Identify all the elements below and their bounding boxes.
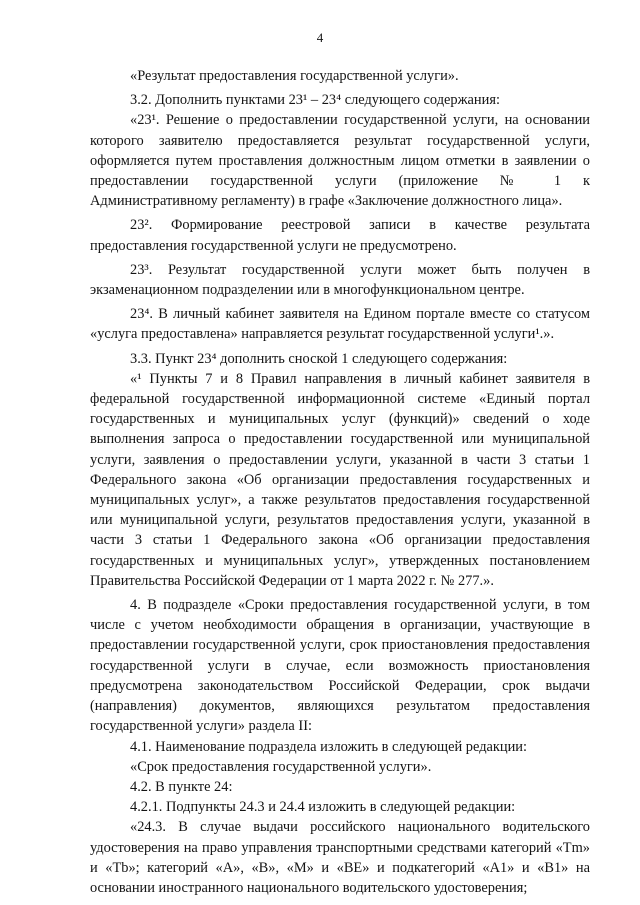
paragraph-3-2: 3.2. Дополнить пунктами 23¹ – 23⁴ следующего содержания:	[130, 92, 500, 109]
document-body	[90, 66, 590, 898]
paragraph-23-2: 23². Формирование реестровой записи в качестве результата предоставления государственной услуги не предусмотрено.	[90, 217, 590, 254]
paragraph-subsection-title: «Срок предоставления государственной услуги».	[130, 758, 432, 775]
paragraph-3-3: 3.3. Пункт 23⁴ дополнить сноской 1 следующего содержания:	[130, 350, 508, 367]
page-number: 4	[316, 30, 324, 45]
paragraph-result-heading: «Результат предоставления государственной услуги».	[130, 68, 459, 84]
paragraph-4-2: 4.2. В пункте 24:	[130, 778, 233, 795]
paragraph-23-1: «23¹. Решение о предоставлении государственной услуги, на основании которого заявителю предоставляется результат государственной услуги, оформляется путем проставления должностным лицом отметки в заявлении о предоставлении государственной услуги (приложение № 1 к Административному регламенту) в графе «Заключение должностного лица».	[90, 112, 590, 210]
paragraph-4: 4. В подразделе «Сроки предоставления государственной услуги, в том числе с учетом необходимости обращения в организации, участвующие в предоставлении государственной услуги, срок приостановления предоставления государственной услуги в случае, если возможность приостановления предусмотрена законодательством Российской Федерации, срок выдачи (направления) документов, являющихся результатом предоставления государственной услуги» раздела II:	[90, 597, 590, 735]
paragraph-4-2-1: 4.2.1. Подпункты 24.3 и 24.4 изложить в следующей редакции:	[130, 799, 516, 816]
paragraph-24-3: «24.3. В случае выдачи российского национального водительского удостоверения на право управления транспортными средствами категорий «Tm» и «Tb»; категорий «A», «B», «M» и «BE» и подкатегорий «A1» и «B1» на основании иностранного национального водительского удостоверения;	[90, 819, 590, 896]
paragraph-23-4: 23⁴. В личный кабинет заявителя на Едином портале вместе со статусом «услуга предоставлена» направляется результат государственной услуги¹.».	[90, 306, 590, 343]
paragraph-4-1: 4.1. Наименование подраздела изложить в следующей редакции:	[130, 738, 528, 755]
paragraph-23-3: 23³. Результат государственной услуги может быть получен в экзаменационном подразделении или в многофункциональном центре.	[90, 261, 590, 299]
paragraph-footnote-1: «¹ Пункты 7 и 8 Правил направления в личный кабинет заявителя в федеральной государственной информационной системе «Единый портал государственных и муниципальных услуг (функций)» сведений о ходе выполнения запроса о предоставлении государственной или муниципальной услуги, заявления о предоставлении услуги, указанной в части 3 статьи 1 Федерального закона «Об организации предоставления государственных и муниципальных услуг», а также результатов предоставления государственной или муниципальной услуги, результатов предоставления услуги, указанной в части 3 статьи 1 Федерального закона «Об организации предоставления государственных и муниципальных услуг», утвержденных постановлением Правительства Российской Федерации от 1 марта 2022 г. № 277.».	[90, 370, 590, 589]
